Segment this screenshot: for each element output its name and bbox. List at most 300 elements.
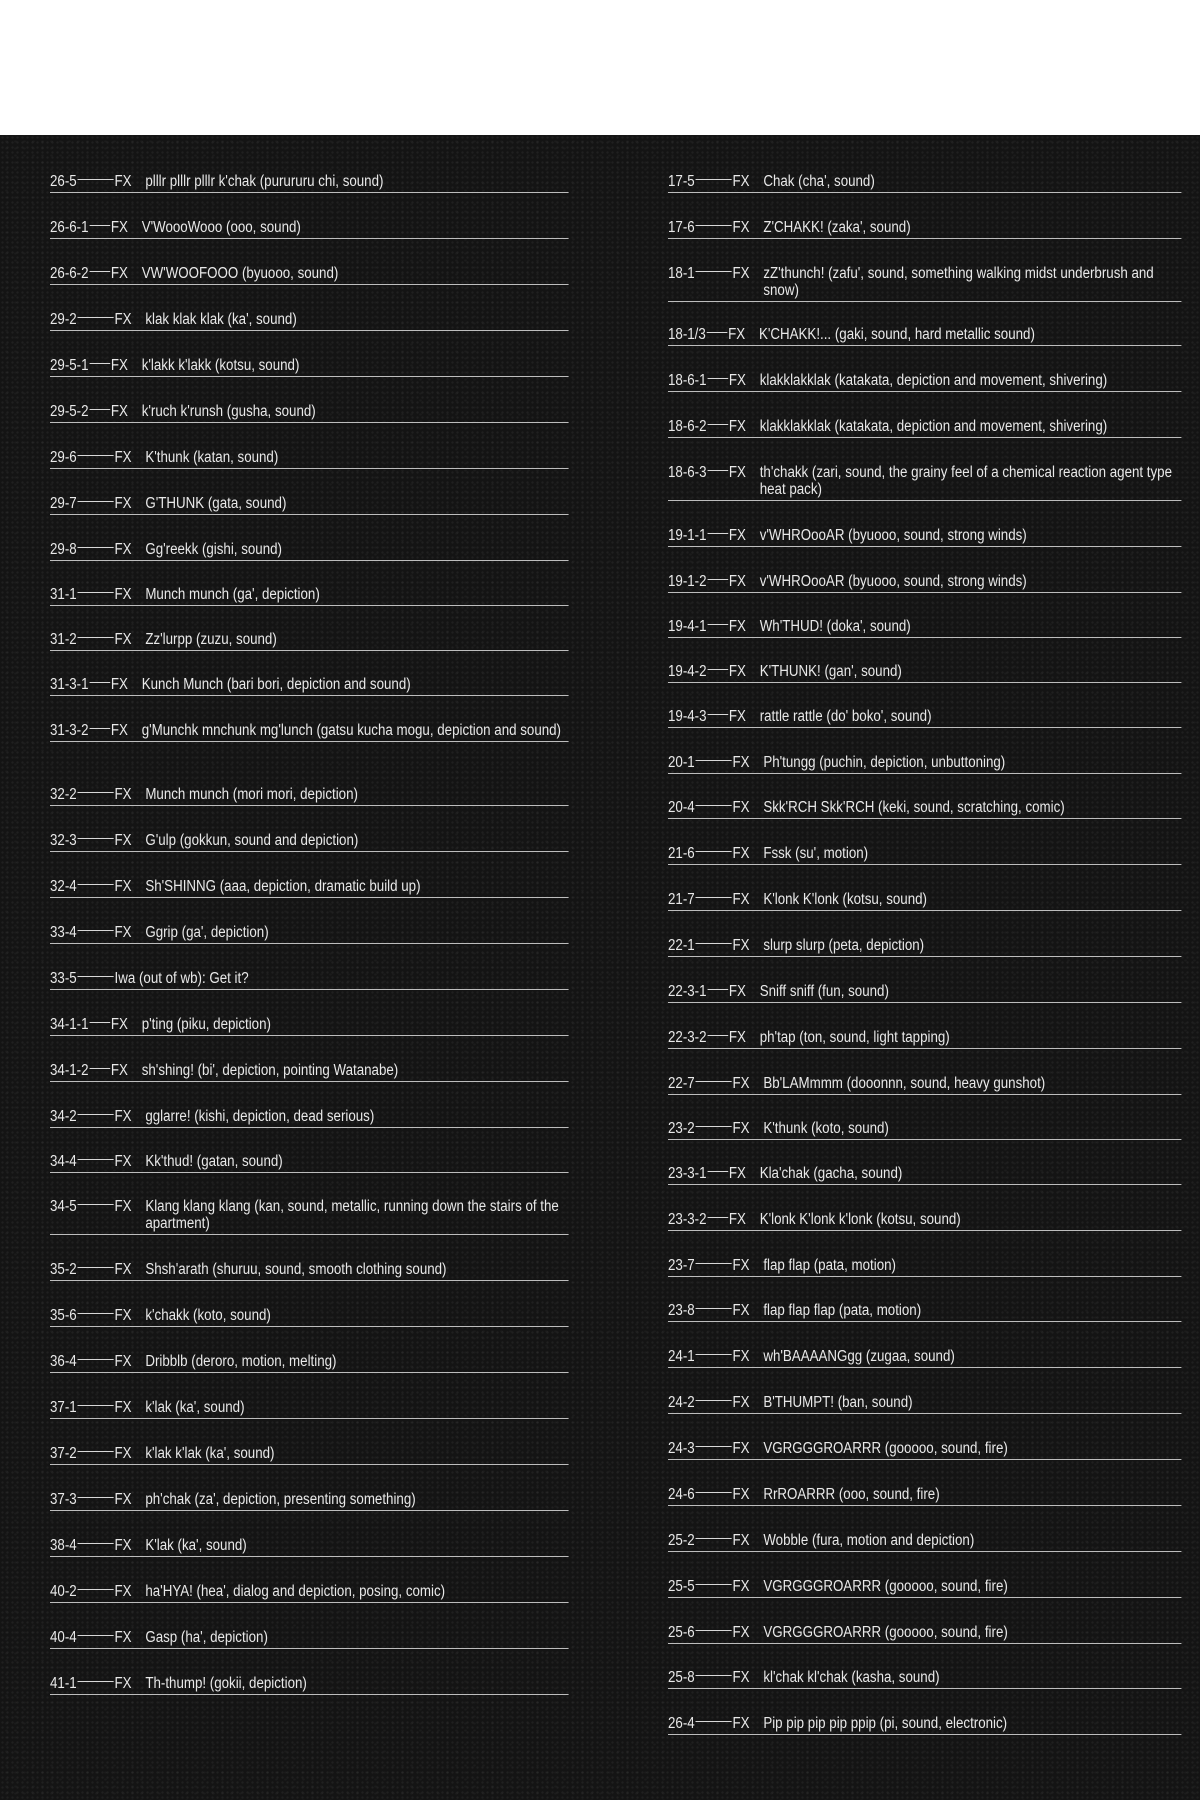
entry-page-ref: 35-6 [50, 1307, 77, 1324]
entry-page-ref: 19-1-2 [668, 573, 707, 590]
entry-description: Z'CHAKK! (zaka', sound) [763, 219, 911, 236]
entry-page-ref: 34-1-1 [50, 1016, 89, 1033]
entry-page-ref: 38-4 [50, 1537, 77, 1554]
entry-type-tag: FX [110, 403, 128, 420]
glossary-entry [50, 1537, 569, 1557]
entry-description: Ggrip (ga', depiction) [145, 924, 269, 941]
glossary-entry [50, 357, 569, 377]
leader-dash [89, 728, 110, 729]
leader-dash [78, 930, 114, 931]
entry-type-tag: FX [114, 586, 132, 603]
entry-type-tag: FX [114, 631, 132, 648]
entry-description: Munch munch (ga', depiction) [145, 586, 320, 603]
leader-dash [696, 179, 732, 180]
entry-page-ref: 23-8 [668, 1302, 695, 1319]
entry-page-ref: 21-6 [668, 845, 695, 862]
entry-type-tag: FX [732, 1120, 750, 1137]
glossary-entry [50, 1629, 569, 1649]
leader-dash [78, 637, 114, 638]
entry-page-ref: 21-7 [668, 891, 695, 908]
entry-type-tag: FX [114, 1108, 132, 1125]
glossary-entry [668, 1165, 1182, 1185]
entry-page-ref: 31-3-1 [50, 676, 89, 693]
entry-description: v'WHROooAR (byuooo, sound, strong winds) [759, 573, 1027, 590]
glossary-entry [668, 173, 1182, 193]
entry-description: wh'BAAAANGgg (zugaa, sound) [763, 1348, 955, 1365]
leader-dash [89, 682, 110, 683]
entry-type-tag: FX [732, 1669, 750, 1686]
entry-description: ha'HYA! (hea', dialog and depiction, posing, comic) [145, 1583, 446, 1600]
entry-page-ref: 18-6-3 [668, 464, 707, 481]
leader-dash [707, 989, 728, 990]
glossary-entry [668, 527, 1182, 547]
glossary-entry [668, 1075, 1182, 1095]
leader-dash [707, 1171, 728, 1172]
glossary-entry [668, 983, 1182, 1003]
entry-page-ref: 36-4 [50, 1353, 77, 1370]
entry-page-ref: 17-6 [668, 219, 695, 236]
entry-page-ref: 34-2 [50, 1108, 77, 1125]
leader-dash [696, 1308, 732, 1309]
leader-dash [707, 1217, 728, 1218]
entry-description: p'ting (piku, depiction) [141, 1016, 271, 1033]
entry-page-ref: 34-4 [50, 1153, 77, 1170]
entry-type-tag: FX [732, 754, 750, 771]
glossary-entry [668, 1348, 1182, 1368]
leader-dash [696, 1446, 732, 1447]
entry-type-tag: FX [728, 1165, 746, 1182]
entry-page-ref: 35-2 [50, 1261, 77, 1278]
leader-dash [696, 271, 732, 272]
leader-dash [78, 317, 114, 318]
entry-type-tag: FX [110, 1062, 128, 1079]
entry-type-tag: FX [732, 1532, 750, 1549]
entry-description: Iwa (out of wb): Get it? [114, 970, 249, 987]
leader-dash [696, 943, 732, 944]
entry-page-ref: 20-4 [668, 799, 695, 816]
entry-description: Gg'reekk (gishi, sound) [145, 541, 282, 558]
entry-type-tag: FX [114, 1537, 132, 1554]
leader-dash [707, 470, 728, 471]
entry-description: v'WHROooAR (byuooo, sound, strong winds) [759, 527, 1027, 544]
entry-type-tag: FX [732, 173, 750, 190]
entry-page-ref: 33-4 [50, 924, 77, 941]
entry-page-ref: 29-6 [50, 449, 77, 466]
leader-dash [696, 1721, 732, 1722]
entry-type-tag: FX [728, 527, 746, 544]
glossary-entry [50, 1062, 569, 1082]
entry-page-ref: 19-1-1 [668, 527, 707, 544]
entry-type-tag: FX [114, 924, 132, 941]
glossary-entry [50, 924, 569, 944]
entry-type-tag: FX [732, 1348, 750, 1365]
entry-type-tag: FX [728, 1211, 746, 1228]
glossary-entry [50, 786, 569, 806]
entry-type-tag: FX [728, 618, 746, 635]
leader-dash [696, 1081, 732, 1082]
entry-description: k'chakk (koto, sound) [145, 1307, 271, 1324]
entry-type-tag: FX [728, 1029, 746, 1046]
leader-dash [707, 533, 728, 534]
glossary-entry [50, 449, 569, 469]
entry-description: flap flap (pata, motion) [763, 1257, 896, 1274]
glossary-entry [50, 1108, 569, 1128]
leader-dash [707, 669, 728, 670]
entry-page-ref: 19-4-3 [668, 708, 707, 725]
entry-type-tag: FX [732, 1257, 750, 1274]
leader-dash [696, 805, 732, 806]
entry-description: Shsh'arath (shuruu, sound, smooth clothing sound) [145, 1261, 447, 1278]
entry-description: Sniff sniff (fun, sound) [759, 983, 889, 1000]
entry-type-tag: FX [114, 1445, 132, 1462]
entry-description: VGRGGGROARRR (gooooo, sound, fire) [763, 1440, 1008, 1457]
glossary-entry [50, 495, 569, 515]
entry-type-tag: FX [114, 495, 132, 512]
entry-description: VGRGGGROARRR (gooooo, sound, fire) [763, 1578, 1008, 1595]
glossary-entry [668, 1486, 1182, 1506]
glossary-entry [50, 403, 569, 423]
entry-page-ref: 23-7 [668, 1257, 695, 1274]
entry-type-tag: FX [110, 676, 128, 693]
glossary-entry [668, 1715, 1182, 1735]
leader-dash [78, 547, 114, 548]
entry-page-ref: 29-2 [50, 311, 77, 328]
entry-page-ref: 25-2 [668, 1532, 695, 1549]
entry-description: K'lonk K'lonk (kotsu, sound) [763, 891, 927, 908]
glossary-entry [668, 418, 1182, 438]
glossary-entry [668, 464, 1182, 501]
entry-description: slurp slurp (peta, depiction) [763, 937, 925, 954]
glossary-entry [50, 970, 569, 990]
leader-dash [696, 1400, 732, 1401]
entry-description: k'ruch k'runsh (gusha, sound) [141, 403, 316, 420]
leader-dash [696, 1630, 732, 1631]
entry-page-ref: 26-6-2 [50, 265, 89, 282]
leader-dash [78, 1497, 114, 1498]
entry-description: Gasp (ha', depiction) [145, 1629, 268, 1646]
entry-type-tag: FX [728, 418, 746, 435]
leader-dash [78, 1405, 114, 1406]
glossary-entry [668, 1669, 1182, 1689]
entry-page-ref: 31-2 [50, 631, 77, 648]
glossary-entry [668, 1029, 1182, 1049]
entry-page-ref: 40-4 [50, 1629, 77, 1646]
entry-page-ref: 23-3-2 [668, 1211, 707, 1228]
leader-dash [78, 1204, 114, 1205]
entry-type-tag: FX [732, 1440, 750, 1457]
glossary-entry [50, 1583, 569, 1603]
leader-dash [707, 624, 728, 625]
entry-description: Skk'RCH Skk'RCH (keki, sound, scratching, comic) [763, 799, 1065, 816]
entry-page-ref: 29-7 [50, 495, 77, 512]
glossary-entry [50, 1261, 569, 1281]
entry-type-tag: FX [114, 1261, 132, 1278]
entry-description: flap flap flap (pata, motion) [763, 1302, 922, 1319]
entry-type-tag: FX [114, 1307, 132, 1324]
entry-page-ref: 26-4 [668, 1715, 695, 1732]
leader-dash [78, 1359, 114, 1360]
glossary-entry [668, 708, 1182, 728]
entry-page-ref: 20-1 [668, 754, 695, 771]
glossary-entry [50, 219, 569, 239]
entry-type-tag: FX [732, 799, 750, 816]
entry-type-tag: FX [114, 786, 132, 803]
leader-dash [707, 1035, 728, 1036]
glossary-entry [668, 845, 1182, 865]
entry-type-tag: FX [728, 372, 746, 389]
entry-description: Chak (cha', sound) [763, 173, 875, 190]
entry-description: zZ'thunch! (zafu', sound, something walking midst underbrush and snow) [763, 265, 1154, 299]
leader-dash [89, 409, 110, 410]
glossary-entry [50, 1198, 569, 1235]
entry-description: K'thunk (katan, sound) [145, 449, 279, 466]
leader-dash [696, 1584, 732, 1585]
entry-type-tag: FX [728, 663, 746, 680]
entry-type-tag: FX [114, 1629, 132, 1646]
glossary-entry [50, 541, 569, 561]
entry-page-ref: 33-5 [50, 970, 77, 987]
leader-dash [696, 897, 732, 898]
entry-description: Kk'thud! (gatan, sound) [145, 1153, 283, 1170]
leader-dash [696, 225, 732, 226]
entry-page-ref: 34-5 [50, 1198, 77, 1215]
leader-dash [78, 792, 114, 793]
leader-dash [707, 714, 728, 715]
entry-type-tag: FX [114, 1675, 132, 1692]
glossary-entry [50, 878, 569, 898]
leader-dash [78, 884, 114, 885]
entry-type-tag: FX [732, 1394, 750, 1411]
glossary-entry [668, 891, 1182, 911]
leader-dash [78, 1159, 114, 1160]
leader-dash [89, 363, 110, 364]
entry-type-tag: FX [114, 1399, 132, 1416]
entry-description: Kla'chak (gacha, sound) [759, 1165, 903, 1182]
entry-description: klakklakklak (katakata, depiction and movement, shivering) [759, 372, 1108, 389]
entry-description: Sh'SHINNG (aaa, depiction, dramatic build up) [145, 878, 421, 895]
entry-page-ref: 17-5 [668, 173, 695, 190]
entry-page-ref: 41-1 [50, 1675, 77, 1692]
entry-page-ref: 19-4-2 [668, 663, 707, 680]
entry-page-ref: 31-1 [50, 586, 77, 603]
entry-description: ph'tap (ton, sound, light tapping) [759, 1029, 950, 1046]
leader-dash [78, 1114, 114, 1115]
entry-description: rattle rattle (do' boko', sound) [759, 708, 932, 725]
entry-description: Fssk (su', motion) [763, 845, 869, 862]
entry-page-ref: 23-2 [668, 1120, 695, 1137]
entry-page-ref: 19-4-1 [668, 618, 707, 635]
entry-type-tag: FX [732, 845, 750, 862]
entry-page-ref: 26-6-1 [50, 219, 89, 236]
entry-description: Pip pip pip pip ppip (pi, sound, electronic) [763, 1715, 1008, 1732]
leader-dash [707, 579, 728, 580]
entry-type-tag: FX [110, 357, 128, 374]
entry-description: G'ulp (gokkun, sound and depiction) [145, 832, 359, 849]
leader-dash [78, 976, 114, 977]
entry-description: K'lak (ka', sound) [145, 1537, 247, 1554]
entry-page-ref: 18-6-1 [668, 372, 707, 389]
entry-description: Wh'THUD! (doka', sound) [759, 618, 911, 635]
entry-description: kl'chak kl'chak (kasha, sound) [763, 1669, 940, 1686]
entry-type-tag: FX [114, 173, 132, 190]
entry-description: Bb'LAMmmm (dooonnn, sound, heavy gunshot) [763, 1075, 1046, 1092]
leader-dash [78, 1635, 114, 1636]
entry-description: th'chakk (zari, sound, the grainy feel of a chemical reaction agent type heat pack) [759, 464, 1173, 498]
entry-description: Th-thump! (gokii, depiction) [145, 1675, 307, 1692]
entry-page-ref: 24-6 [668, 1486, 695, 1503]
leader-dash [89, 1068, 110, 1069]
entry-type-tag: FX [114, 878, 132, 895]
entry-description: Ph'tungg (puchin, depiction, unbuttoning) [763, 754, 1006, 771]
entry-page-ref: 25-6 [668, 1624, 695, 1641]
glossary-entry [668, 799, 1182, 819]
entry-description: sh'shing! (bi', depiction, pointing Watanabe) [141, 1062, 399, 1079]
entry-type-tag: FX [732, 1715, 750, 1732]
entry-type-tag: FX [728, 573, 746, 590]
glossary-entry [668, 265, 1182, 302]
entry-page-ref: 18-1/3 [668, 326, 706, 343]
entry-type-tag: FX [110, 722, 128, 739]
entry-description: k'lak k'lak (ka', sound) [145, 1445, 275, 1462]
entry-description: klak klak klak (ka', sound) [145, 311, 297, 328]
leader-dash [78, 1451, 114, 1452]
leader-dash [78, 1313, 114, 1314]
entry-description: VW'WOOFOOO (byuooo, sound) [141, 265, 339, 282]
glossary-entry [50, 173, 569, 193]
entry-type-tag: FX [728, 326, 746, 343]
glossary-entry [668, 219, 1182, 239]
entry-page-ref: 22-3-2 [668, 1029, 707, 1046]
glossary-entry [50, 1445, 569, 1465]
entry-page-ref: 40-2 [50, 1583, 77, 1600]
entry-page-ref: 24-1 [668, 1348, 695, 1365]
leader-dash [707, 378, 728, 379]
entry-type-tag: FX [728, 708, 746, 725]
leader-dash [89, 1022, 110, 1023]
leader-dash [78, 501, 114, 502]
leader-dash [696, 1263, 732, 1264]
entry-type-tag: FX [728, 464, 746, 481]
entry-page-ref: 29-5-2 [50, 403, 89, 420]
entry-description: Klang klang klang (kan, sound, metallic, running down the stairs of the apartment) [145, 1198, 559, 1232]
glossary-entry [668, 326, 1182, 346]
entry-page-ref: 32-3 [50, 832, 77, 849]
glossary-entry [668, 618, 1182, 638]
glossary-entry [50, 1675, 569, 1695]
entry-description: Kunch Munch (bari bori, depiction and sound) [141, 676, 411, 693]
entry-description: Zz'lurpp (zuzu, sound) [145, 631, 277, 648]
leader-dash [78, 1543, 114, 1544]
entry-type-tag: FX [114, 1198, 132, 1215]
entry-page-ref: 37-1 [50, 1399, 77, 1416]
glossary-entry [668, 1624, 1182, 1644]
leader-dash [696, 851, 732, 852]
entry-page-ref: 32-2 [50, 786, 77, 803]
entry-page-ref: 24-3 [668, 1440, 695, 1457]
entry-page-ref: 29-8 [50, 541, 77, 558]
entry-type-tag: FX [110, 265, 128, 282]
entry-type-tag: FX [732, 1624, 750, 1641]
entry-type-tag: FX [114, 1583, 132, 1600]
glossary-entry [668, 573, 1182, 593]
leader-dash [89, 271, 110, 272]
entry-description: gglarre! (kishi, depiction, dead serious) [145, 1108, 375, 1125]
glossary-entry [668, 754, 1182, 774]
leader-dash [78, 592, 114, 593]
entry-type-tag: FX [110, 1016, 128, 1033]
glossary-entry [668, 1440, 1182, 1460]
entry-description: klakklakklak (katakata, depiction and movement, shivering) [759, 418, 1108, 435]
entry-description: B'THUMPT! (ban, sound) [763, 1394, 913, 1411]
glossary-entry [50, 1491, 569, 1511]
entry-description: k'lak (ka', sound) [145, 1399, 245, 1416]
entry-page-ref: 26-5 [50, 173, 77, 190]
leader-dash [78, 1681, 114, 1682]
entry-type-tag: FX [732, 265, 750, 282]
entry-page-ref: 25-8 [668, 1669, 695, 1686]
entry-type-tag: FX [114, 1353, 132, 1370]
entry-description: plllr plllr plllr k'chak (purururu chi, sound) [145, 173, 384, 190]
entry-type-tag: FX [732, 1302, 750, 1319]
entry-type-tag: FX [732, 891, 750, 908]
entry-type-tag: FX [732, 219, 750, 236]
entry-page-ref: 34-1-2 [50, 1062, 89, 1079]
entry-type-tag: FX [732, 1486, 750, 1503]
entry-description: V'WoooWooo (ooo, sound) [141, 219, 301, 236]
entry-page-ref: 23-3-1 [668, 1165, 707, 1182]
entry-page-ref: 22-7 [668, 1075, 695, 1092]
leader-dash [696, 1538, 732, 1539]
entry-description: K'THUNK! (gan', sound) [759, 663, 902, 680]
glossary-entry [668, 937, 1182, 957]
leader-dash [696, 1354, 732, 1355]
glossary-entry [668, 1211, 1182, 1231]
glossary-entry [50, 1353, 569, 1373]
glossary-entry [668, 1302, 1182, 1322]
glossary-entry [50, 676, 569, 696]
entry-description: G'THUNK (gata, sound) [145, 495, 287, 512]
entry-description: ph'chak (za', depiction, presenting something) [145, 1491, 416, 1508]
entry-description: g'Munchk mnchunk mg'lunch (gatsu kucha mogu, depiction and sound) [141, 722, 562, 739]
glossary-entry [50, 832, 569, 852]
entry-type-tag: FX [110, 219, 128, 236]
entry-description: VGRGGGROARRR (gooooo, sound, fire) [763, 1624, 1008, 1641]
entry-type-tag: FX [732, 937, 750, 954]
entry-page-ref: 32-4 [50, 878, 77, 895]
entry-page-ref: 25-5 [668, 1578, 695, 1595]
entry-type-tag: FX [732, 1075, 750, 1092]
glossary-entry [668, 1394, 1182, 1414]
leader-dash [78, 1589, 114, 1590]
entry-type-tag: FX [732, 1578, 750, 1595]
leader-dash [78, 179, 114, 180]
glossary-entry [50, 1307, 569, 1327]
entry-type-tag: FX [114, 832, 132, 849]
entry-description: Dribblb (deroro, motion, melting) [145, 1353, 337, 1370]
glossary-entry [668, 372, 1182, 392]
leader-dash [78, 1267, 114, 1268]
entry-type-tag: FX [114, 311, 132, 328]
entry-type-tag: FX [728, 983, 746, 1000]
entry-page-ref: 24-2 [668, 1394, 695, 1411]
glossary-entry [50, 631, 569, 651]
glossary-entry [668, 1120, 1182, 1140]
entry-page-ref: 37-2 [50, 1445, 77, 1462]
leader-dash [696, 760, 732, 761]
entry-type-tag: FX [114, 1153, 132, 1170]
entry-description: K'thunk (koto, sound) [763, 1120, 889, 1137]
glossary-entry [668, 663, 1182, 683]
